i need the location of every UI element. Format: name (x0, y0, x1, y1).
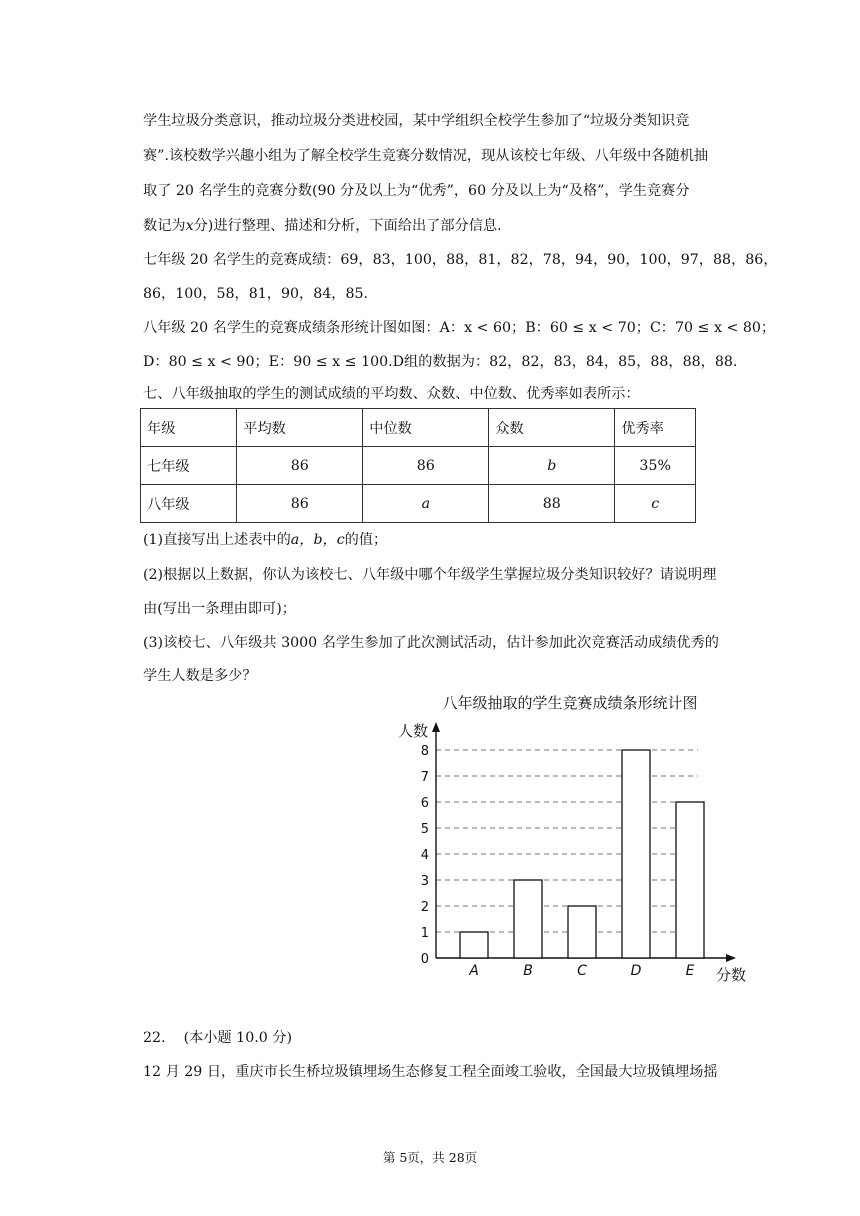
x-tick-label: E (685, 963, 695, 979)
question-3-line-2: 学生人数是多少？ (143, 668, 257, 684)
table-row (141, 485, 696, 523)
table-cell: 86 (237, 485, 363, 523)
bar-chart-svg (380, 688, 760, 988)
stats-table (140, 408, 696, 523)
table-cell: 八年级 (141, 485, 237, 523)
x-axis-label: 分数 (716, 966, 747, 984)
x-tick-label: C (577, 963, 587, 979)
y-tick-label: 7 (420, 770, 429, 785)
table-header-cell: 中位数 (363, 409, 489, 447)
question-1-vars: a，b，c (290, 532, 345, 548)
table-header-cell: 年级 (141, 409, 237, 447)
bar-D (622, 750, 650, 958)
intro-line-4a: 数记为 (143, 218, 186, 234)
table-header-cell: 优秀率 (615, 409, 696, 447)
intro-line-2: 赛”.该校数学兴趣小组为了解全校学生竞赛分数情况，现从该校七年级、八年级中各随机抽 (143, 148, 709, 164)
question-1-a: (1)直接写出上述表中的 (143, 532, 291, 548)
page-footer: 第 5页，共 28页 (382, 1150, 478, 1165)
x-tick-label: A (469, 963, 479, 979)
grade7-scores-line-2: 86，100，58，81，90，84，85. (143, 286, 369, 302)
intro-line-1: 学生垃圾分类意识，推动垃圾分类进校园，某中学组织全校学生参加了“垃圾分类知识竞 (143, 113, 690, 129)
y-tick-label: 0 (420, 952, 429, 967)
bar-A (460, 932, 488, 958)
x-tick-label: D (630, 963, 642, 979)
bar-chart (380, 688, 760, 988)
table-cell: b (489, 447, 615, 485)
y-tick-label: 1 (420, 926, 429, 941)
y-tick-label: 2 (420, 900, 429, 915)
grade8-info-line-1: 八年级 20 名学生的竞赛成绩条形统计图如图：A：x < 60；B：60 ≤ x < 70；C：70 ≤ x < 80； (143, 320, 776, 336)
question-22-points: (本小题 10.0 分) (183, 1030, 293, 1046)
bar-B (514, 880, 542, 958)
table-cell: 七年级 (141, 447, 237, 485)
intro-line-4b: 分)进行整理、描述和分析，下面给出了部分信息. (193, 218, 502, 234)
question-22-text: 12 月 29 日，重庆市长生桥垃圾镇埋场生态修复工程全面竣工验收，全国最大垃圾镇埋场摇 (143, 1064, 718, 1080)
y-axis-label: 人数 (398, 722, 429, 740)
question-22-heading (143, 1028, 292, 1048)
table-header-row (141, 409, 696, 447)
question-22-number: 22. (143, 1030, 166, 1046)
intro-line-4 (143, 216, 502, 236)
question-1 (143, 530, 387, 550)
chart-title: 八年级抽取的学生竞赛成绩条形统计图 (442, 694, 698, 712)
y-tick-label: 4 (420, 848, 429, 863)
x-axis-arrow (726, 954, 736, 962)
question-2-line-1: (2)根据以上数据，你认为该校七、八年级中哪个年级学生掌握垃圾分类知识较好？请说明理 (143, 567, 717, 583)
y-tick-label: 6 (420, 796, 429, 811)
table-cell: c (615, 485, 696, 523)
bar-C (568, 906, 596, 958)
grade8-info-line-2: D：80 ≤ x < 90；E：90 ≤ x ≤ 100.D组的数据为：82，82，83，84，85，88，88，88. (143, 354, 738, 370)
table-cell: 86 (237, 447, 363, 485)
table-header-cell: 平均数 (237, 409, 363, 447)
y-tick-label: 3 (420, 874, 429, 889)
table-cell: 35% (615, 447, 696, 485)
variable-x: x (185, 218, 194, 234)
y-axis-arrow (432, 722, 440, 732)
table-cell: 88 (489, 485, 615, 523)
question-1-b: 的值； (344, 532, 388, 548)
table-cell: 86 (363, 447, 489, 485)
table-cell: a (363, 485, 489, 523)
question-2-line-2: 由(写出一条理由即可)； (143, 601, 296, 617)
grade7-scores-line-1: 七年级 20 名学生的竞赛成绩：69，83，100，88，81，82，78，94，90，100，97，88，86， (143, 252, 778, 268)
table-row (141, 447, 696, 485)
table-header-cell: 众数 (489, 409, 615, 447)
question-3-line-1: (3)该校七、八年级共 3000 名学生参加了此次测试活动，估计参加此次竞赛活动成绩优秀的 (143, 635, 719, 651)
y-tick-label: 5 (420, 822, 429, 837)
intro-line-3: 取了 20 名学生的竞赛分数(90 分及以上为“优秀”，60 分及以上为“及格”，学生竞赛分 (143, 183, 690, 199)
bar-E (676, 802, 704, 958)
y-tick-label: 8 (420, 744, 429, 759)
table-intro: 七、八年级抽取的学生的测试成绩的平均数、众数、中位数、优秀率如表所示： (143, 386, 640, 402)
x-tick-label: B (523, 963, 533, 979)
